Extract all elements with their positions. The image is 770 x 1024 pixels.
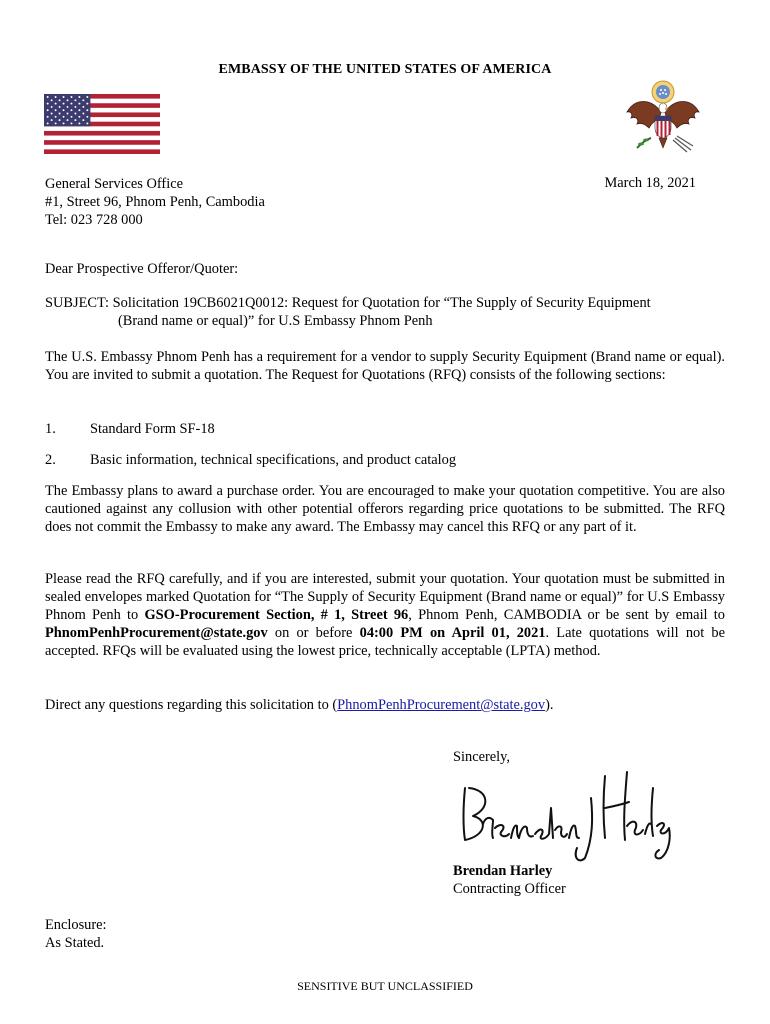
award-paragraph: The Embassy plans to award a purchase order. You are encouraged to make your quotation competitive. You are also cautioned against any collusion with other potential offerors regarding price quotations to be submitted. The RFQ does not commit the Embassy to make any award. The Embassy may cancel this RFQ or any part of it. [45,483,725,535]
questions-text: Direct any questions regarding this solicitation to ( [45,697,338,713]
section-number: 1. [45,421,56,437]
letterhead-title: EMBASSY OF THE UNITED STATES OF AMERICA [218,62,552,77]
submission-text: Please read the RFQ carefully, and if you are interested, submit your quotation. Your quotation must be submitted in sealed envelopes marked Quotation for “The Supply of Security Equipment (Brand name or equal)” for U.S Embassy Phnom Penh to [45,571,725,623]
handwritten-signature [455,768,675,868]
submission-email: PhnomPenhProcurement@state.gov [45,625,268,641]
signer-name: Brendan Harley [453,863,553,879]
sender-phone: Tel: 023 728 000 [45,212,143,228]
section-number: 2. [45,452,56,468]
submission-text: , Phnom Penh, CAMBODIA or be sent by email to [408,607,725,623]
great-seal-icon [621,78,705,158]
section-item: Basic information, technical specifications, and product catalog [90,452,457,468]
classification-footer: SENSITIVE BUT UNCLASSIFIED [297,979,473,993]
procurement-email-link[interactable]: PhnomPenhProcurement@state.gov [337,697,546,713]
subject-line-1: SUBJECT: Solicitation 19CB6021Q0012: Request for Quotation for “The Supply of Security Equipment [45,295,651,311]
section-item: Standard Form SF-18 [90,421,215,437]
sender-office: General Services Office [45,176,183,192]
signer-title: Contracting Officer [453,881,566,897]
submission-deadline: 04:00 PM on April 01, 2021 [359,625,546,641]
submission-address: GSO-Procurement Section, # 1, Street 96 [144,607,409,623]
subject-line-2: (Brand name or equal)” for U.S Embassy Phnom Penh [118,313,433,329]
intro-paragraph: The U.S. Embassy Phnom Penh has a requirement for a vendor to supply Security Equipment (Brand name or equal). You are invited to submit a quotation. The Request for Quotations (RFQ) consists of the following sections: [45,349,725,383]
sender-address: #1, Street 96, Phnom Penh, Cambodia [45,194,265,210]
questions-line [45,696,553,714]
enclosure-label: Enclosure: [45,917,107,933]
enclosure-value: As Stated. [45,935,105,951]
us-flag-icon [44,94,160,154]
closing: Sincerely, [453,749,511,765]
salutation: Dear Prospective Offeror/Quoter: [45,261,239,277]
submission-text: on or before [267,625,360,641]
questions-text: ). [545,697,554,713]
submission-text: . Late quotations will not be accepted. RFQs will be evaluated using the lowest price, technically acceptable (LPTA) method. [45,625,725,659]
letter-date: March 18, 2021 [604,175,696,191]
submission-paragraph [45,570,725,660]
